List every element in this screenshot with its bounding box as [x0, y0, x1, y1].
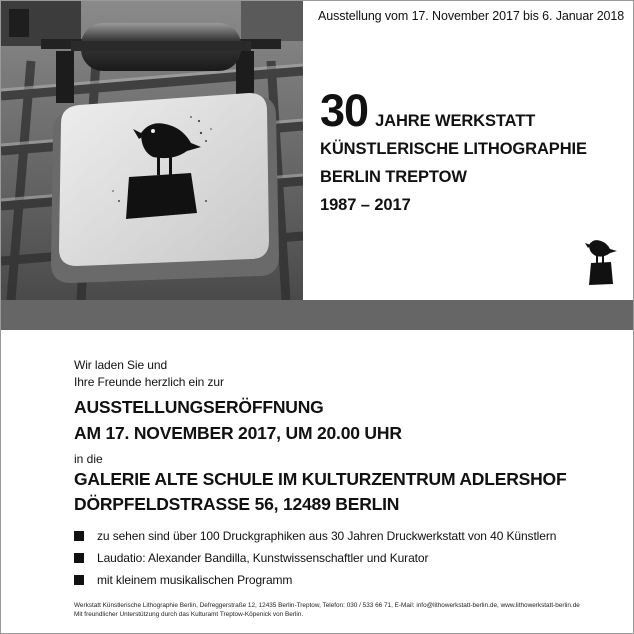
exhibition-dates: Ausstellung vom 17. November 2017 bis 6. Januar 2018: [318, 9, 625, 23]
invitation-text: [74, 357, 224, 391]
headline-line-2: KÜNSTLERISCHE LITHOGRAPHIE: [320, 140, 587, 158]
headline-line-1: JAHRE WERKSTATT: [375, 112, 536, 130]
list-item: [74, 525, 556, 547]
footer-line-1: Werkstatt Künstlerische Lithographie Berlin, Defreggerstraße 12, 12435 Berlin-Treptow, Telefon: 030 / 533 66 71, E-Mail: info@lithowerkstatt-berlin.de, www.lithowerkstatt-berlin.de: [74, 602, 580, 609]
footer-contact: [74, 601, 580, 619]
bullet-text: Laudatio: Alexander Bandilla, Kunstwissenschaftler und Kurator: [97, 551, 429, 565]
footer-line-2: Mit freundlicher Unterstützung durch das Kulturamt Treptow-Köpenick von Berlin.: [74, 611, 304, 618]
list-item: [74, 547, 556, 569]
square-bullet-icon: [74, 575, 84, 585]
square-bullet-icon: [74, 553, 84, 563]
headline-line-4: 1987 – 2017: [320, 196, 411, 214]
invitation-line-1: Wir laden Sie und: [74, 358, 168, 372]
event-title-line-1: AUSSTELLUNGSERÖFFNUNG: [74, 397, 324, 417]
bullet-list: [74, 525, 556, 591]
venue-line-2: DÖRPFELDSTRASSE 56, 12489 BERLIN: [74, 494, 400, 514]
bullet-text: zu sehen sind über 100 Druckgraphiken aus 30 Jahren Druckwerkstatt von 40 Künstlern: [97, 529, 557, 543]
headline-line-3: BERLIN TREPTOW: [320, 168, 467, 186]
invitation-line-2: Ihre Freunde herzlich ein zur: [74, 375, 224, 389]
connector-text: in die: [74, 452, 103, 466]
divider-band: [1, 300, 633, 330]
headline-block: [320, 85, 620, 219]
square-bullet-icon: [74, 531, 84, 541]
list-item: [74, 569, 556, 591]
venue-line-1: GALERIE ALTE SCHULE IM KULTURZENTRUM ADLERSHOF: [74, 469, 567, 489]
anniversary-number: 30: [320, 85, 369, 136]
lithography-stone-photo: [1, 1, 303, 300]
bullet-text: mit kleinem musikalischen Programm: [97, 573, 293, 587]
bird-on-stone-icon: [583, 236, 619, 286]
headline-row-1: [320, 85, 620, 136]
event-title-line-2: AM 17. NOVEMBER 2017, UM 20.00 UHR: [74, 423, 402, 443]
